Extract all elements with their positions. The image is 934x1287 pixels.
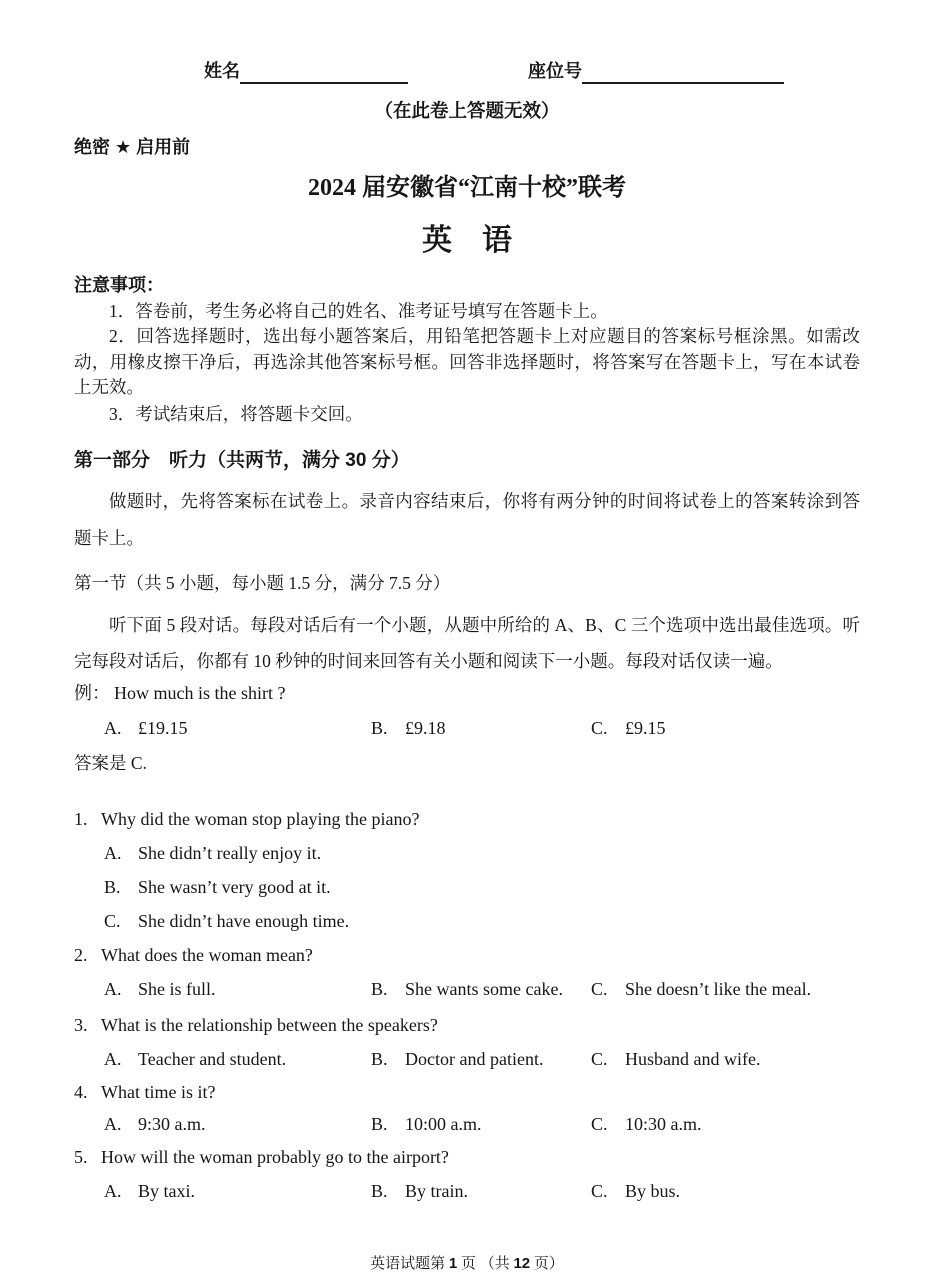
footer-total-pages: 12 bbox=[513, 1255, 531, 1272]
invalid-note: （在此卷上答题无效） bbox=[374, 100, 560, 121]
example-options bbox=[104, 714, 860, 742]
question-number: 4. bbox=[74, 1081, 88, 1102]
option-letter: B. bbox=[371, 1048, 388, 1069]
option-text: She wasn’t very good at it. bbox=[138, 876, 331, 897]
option-letter: A. bbox=[104, 1048, 122, 1069]
question-text-line bbox=[74, 938, 860, 972]
example-prompt bbox=[74, 679, 860, 707]
part1-intro: 做题时，先将答案标在试卷上。录音内容结束后，你将有两分钟的时间将试卷上的答案转涂到答题卡上。 bbox=[74, 490, 860, 548]
option-text: 10:30 a.m. bbox=[625, 1113, 702, 1134]
option-letter: C. bbox=[591, 978, 608, 999]
option-letter: C. bbox=[104, 910, 121, 931]
option-letter: A. bbox=[104, 717, 122, 738]
question-text-line bbox=[74, 802, 860, 836]
option-text: Husband and wife. bbox=[625, 1048, 761, 1069]
option-text: She wants some cake. bbox=[405, 978, 563, 999]
option-letter: A. bbox=[104, 978, 122, 999]
option-letter: A. bbox=[104, 842, 122, 863]
option-text: She doesn’t like the meal. bbox=[625, 978, 812, 999]
option-text: By taxi. bbox=[138, 1180, 195, 1201]
footer-page-number: 1 bbox=[448, 1255, 458, 1272]
option-letter: C. bbox=[591, 1180, 608, 1201]
question-number: 3. bbox=[74, 1014, 88, 1035]
option-text: By bus. bbox=[625, 1180, 681, 1201]
question-text: How will the woman probably go to the airport? bbox=[101, 1146, 449, 1167]
question-3-options bbox=[104, 1042, 860, 1076]
part1-heading: 第一部分 听力（共两节，满分 30 分） bbox=[74, 449, 410, 471]
page-footer bbox=[0, 1253, 934, 1275]
question-4-options bbox=[104, 1108, 860, 1140]
question-2-option-a bbox=[104, 972, 371, 1006]
notice-heading: 注意事项： bbox=[74, 275, 164, 295]
option-text: 9:30 a.m. bbox=[138, 1113, 206, 1134]
option-letter: B. bbox=[371, 1113, 388, 1134]
section1-instructions: 听下面 5 段对话。每段对话后有一个小题，从题中所给的 A、B、C 三个选项中选出最佳选项。听完每段对话后，你都有 10 秒钟的时间来回答有关小题和阅读下一小题。每段对话仅读一遍。 bbox=[74, 614, 860, 671]
notice-item-1: 1．答卷前，考生务必将自己的姓名、准考证号填写在答题卡上。 bbox=[109, 301, 608, 321]
question-text-line bbox=[74, 1008, 860, 1042]
option-text: 10:00 a.m. bbox=[405, 1113, 482, 1134]
option-letter: B. bbox=[371, 978, 388, 999]
question-4 bbox=[74, 1076, 860, 1140]
notice-item-3: 3．考试结束后，将答题卡交回。 bbox=[109, 403, 363, 424]
example-option-c bbox=[591, 714, 860, 742]
question-4-option-c bbox=[591, 1108, 860, 1140]
example-label: 例： bbox=[74, 682, 110, 703]
question-1-option-b bbox=[104, 870, 860, 904]
name-fill-line bbox=[240, 63, 408, 84]
option-text: £19.15 bbox=[138, 717, 188, 738]
question-4-option-a bbox=[104, 1108, 371, 1140]
question-2-option-b bbox=[371, 972, 591, 1006]
name-label: 姓名 bbox=[204, 61, 240, 81]
example-option-a bbox=[104, 714, 371, 742]
question-text: What does the woman mean? bbox=[101, 944, 313, 965]
section1-heading: 第一节（共 5 小题，每小题 1.5 分，满分 7.5 分） bbox=[74, 572, 451, 593]
option-letter: A. bbox=[104, 1113, 122, 1134]
question-5-option-c bbox=[591, 1174, 860, 1208]
question-5-option-a bbox=[104, 1174, 371, 1208]
question-2-options bbox=[104, 972, 860, 1006]
option-letter: C. bbox=[591, 1048, 608, 1069]
notice-item-2: 2．回答选择题时，选出每小题答案后，用铅笔把答题卡上对应题目的答案标号框涂黑。如需改动，用橡皮擦干净后，再选涂其他答案标号框。回答非选择题时，将答案写在答题卡上，写在本试卷上无效。 bbox=[74, 326, 860, 397]
question-text: What is the relationship between the speakers? bbox=[101, 1014, 438, 1035]
question-4-option-b bbox=[371, 1108, 591, 1140]
option-text: Teacher and student. bbox=[138, 1048, 287, 1069]
question-text: Why did the woman stop playing the piano? bbox=[101, 808, 420, 829]
option-letter: B. bbox=[371, 717, 388, 738]
header-fields bbox=[204, 58, 860, 84]
option-letter: B. bbox=[371, 1180, 388, 1201]
footer-page-word: 页 bbox=[460, 1256, 476, 1272]
classification-label: 绝密 ★ 启用前 bbox=[74, 137, 191, 157]
question-3-option-b bbox=[371, 1042, 591, 1076]
option-letter: A. bbox=[104, 1180, 122, 1201]
option-text: Doctor and patient. bbox=[405, 1048, 544, 1069]
question-1 bbox=[74, 802, 860, 938]
question-1-option-a bbox=[104, 836, 860, 870]
question-number: 5. bbox=[74, 1146, 88, 1167]
option-text: £9.15 bbox=[625, 717, 666, 738]
option-text: She is full. bbox=[138, 978, 216, 999]
question-3-option-c bbox=[591, 1042, 860, 1076]
option-letter: C. bbox=[591, 717, 608, 738]
question-3-option-a bbox=[104, 1042, 371, 1076]
question-text: What time is it? bbox=[101, 1081, 216, 1102]
footer-total-open: （共 bbox=[479, 1256, 510, 1272]
subject-title: 英 语 bbox=[422, 224, 512, 257]
question-3 bbox=[74, 1008, 860, 1076]
option-text: £9.18 bbox=[405, 717, 446, 738]
footer-prefix: 英语试题第 bbox=[370, 1256, 446, 1272]
question-number: 2. bbox=[74, 944, 88, 965]
option-text: By train. bbox=[405, 1180, 468, 1201]
seat-label: 座位号 bbox=[528, 61, 582, 81]
option-text: She didn’t have enough time. bbox=[138, 910, 350, 931]
option-letter: C. bbox=[591, 1113, 608, 1134]
question-text-line bbox=[74, 1140, 860, 1174]
question-1-option-c bbox=[104, 904, 860, 938]
question-text-line bbox=[74, 1076, 860, 1108]
question-5 bbox=[74, 1140, 860, 1208]
exam-title: 2024 届安徽省“江南十校”联考 bbox=[308, 175, 626, 201]
footer-total-close: 页） bbox=[533, 1256, 564, 1272]
option-text: She didn’t really enjoy it. bbox=[138, 842, 322, 863]
example-answer: 答案是 C. bbox=[74, 752, 147, 773]
question-2 bbox=[74, 938, 860, 1006]
question-2-option-c bbox=[591, 972, 860, 1006]
question-5-option-b bbox=[371, 1174, 591, 1208]
example-question-text: How much is the shirt ? bbox=[114, 682, 286, 703]
question-number: 1. bbox=[74, 808, 88, 829]
option-letter: B. bbox=[104, 876, 121, 897]
question-5-options bbox=[104, 1174, 860, 1208]
seat-fill-line bbox=[582, 63, 784, 84]
example-option-b bbox=[371, 714, 591, 742]
